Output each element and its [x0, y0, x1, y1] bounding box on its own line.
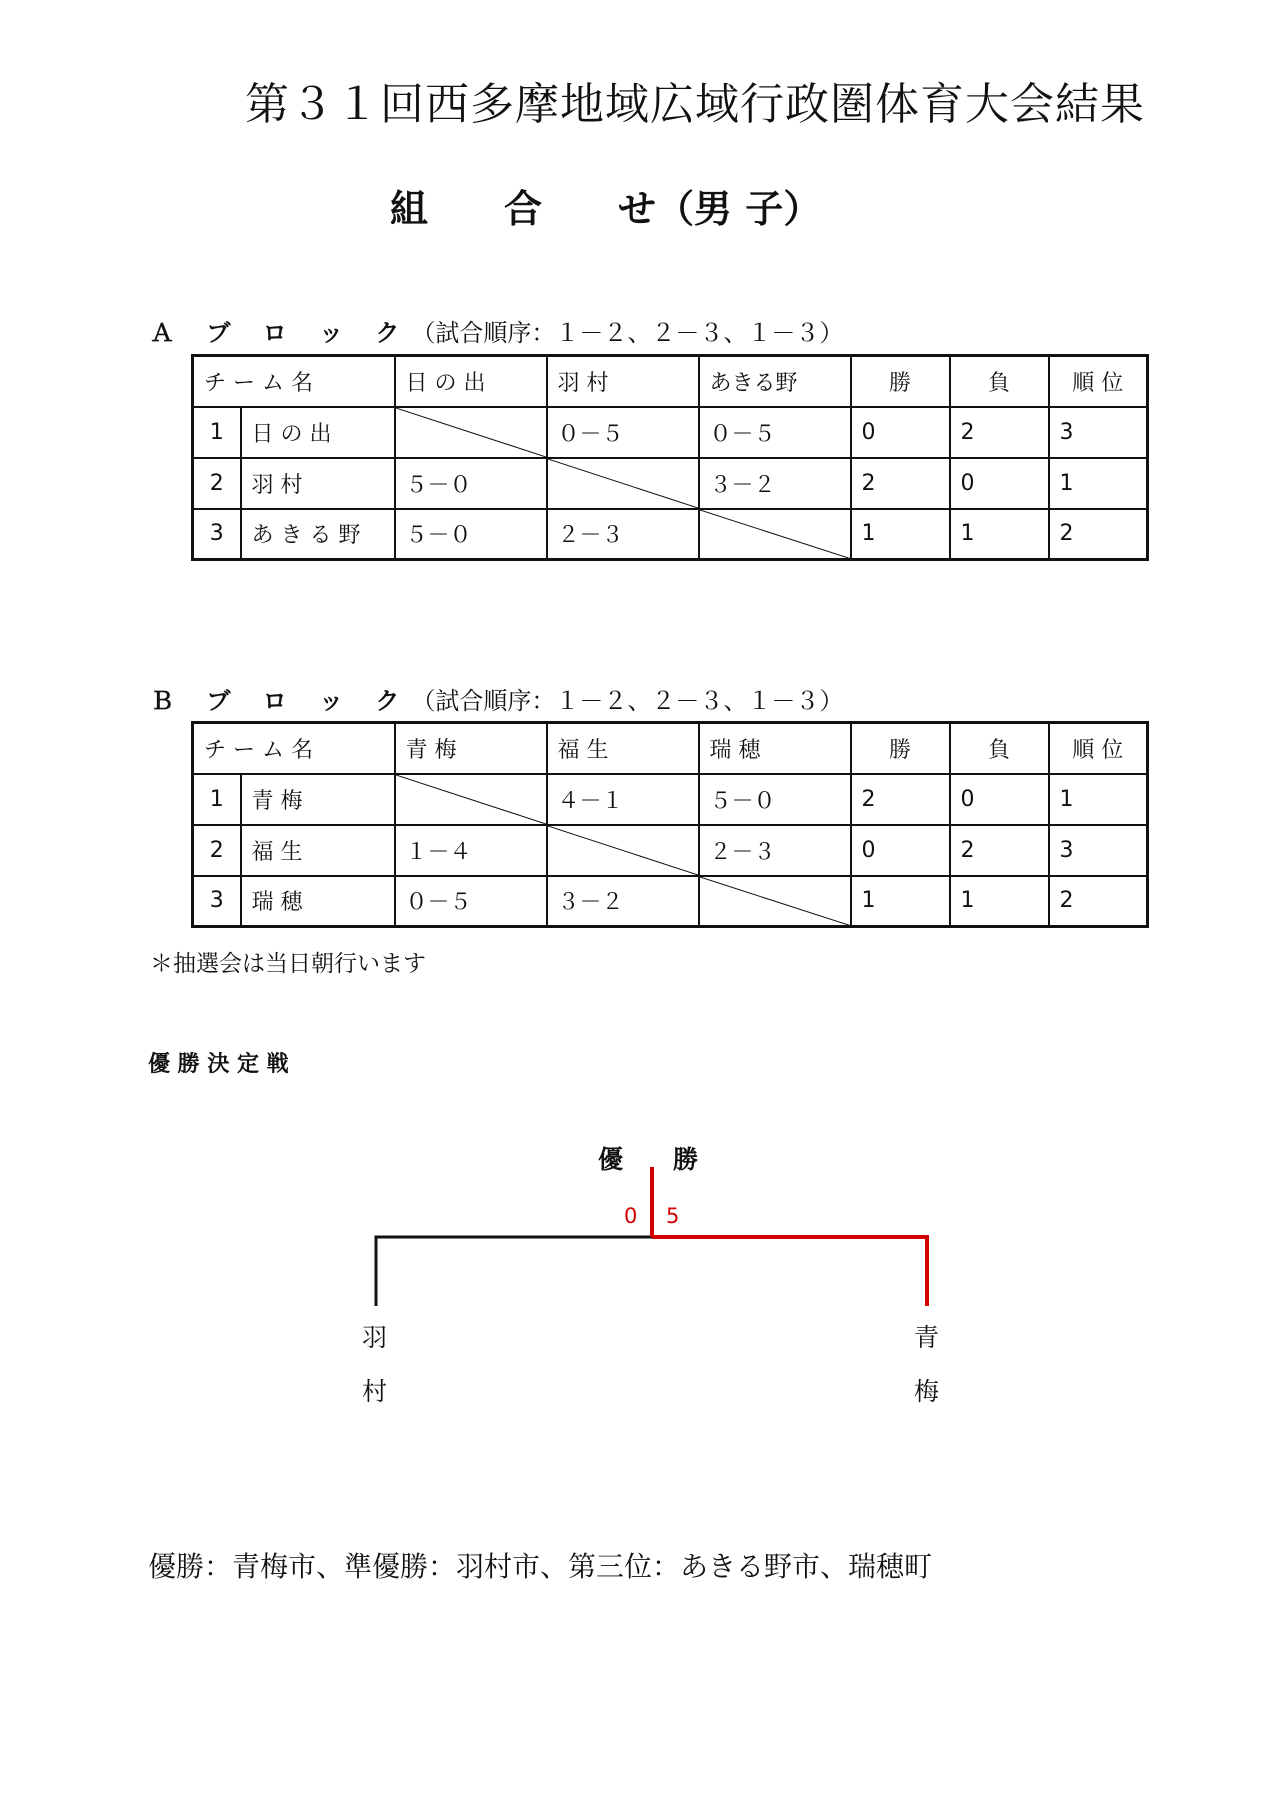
loss-count: 0: [950, 458, 1049, 509]
score-cell: ４－１: [547, 774, 699, 825]
final-heading: 優 勝 決 定 戦: [148, 1052, 289, 1077]
win-count: 1: [851, 876, 950, 927]
rank-value: 1: [1049, 458, 1148, 509]
win-count: 1: [851, 509, 950, 560]
row-team: あ き る 野: [241, 509, 395, 560]
header-opponent-1: 日 の 出: [395, 356, 547, 407]
win-count: 0: [851, 825, 950, 876]
lottery-note: ＊抽選会は当日朝行います: [150, 951, 426, 977]
left-team-top: 羽: [362, 1323, 388, 1352]
score-cell: ２－３: [699, 825, 851, 876]
score-cell: ２－３: [547, 509, 699, 560]
rank-value: 3: [1049, 407, 1148, 458]
score-cell: ５－０: [395, 509, 547, 560]
header-opponent-1: 青 梅: [395, 723, 547, 774]
row-team: 福 生: [241, 825, 395, 876]
row-number: 2: [193, 458, 241, 509]
left-score: 0: [624, 1204, 638, 1228]
header-opponent-3: あきる野: [699, 356, 851, 407]
loss-count: 2: [950, 407, 1049, 458]
row-team: 青 梅: [241, 774, 395, 825]
score-cell: ５－０: [395, 458, 547, 509]
score-cell: １－４: [395, 825, 547, 876]
bracket-line-left: [376, 1237, 652, 1306]
page-title: 第３１回西多摩地域広域行政圏体育大会結果: [245, 79, 1145, 130]
loss-count: 1: [950, 509, 1049, 560]
right-team-top: 青: [914, 1323, 940, 1352]
win-count: 2: [851, 774, 950, 825]
final-summary: 優勝：青梅市、準優勝：羽村市、第三位：あきる野市、瑞穂町: [148, 1550, 933, 1583]
block-a-label: Ａ ブ ロ ッ ク: [150, 319, 412, 347]
score-cell: ３－２: [547, 876, 699, 927]
block-b-order: （試合順序：１－２、２－３、１－３）: [411, 687, 844, 715]
header-win: 勝: [851, 356, 950, 407]
score-cell: ０－５: [699, 407, 851, 458]
block-b-label: Ｂ ブ ロ ッ ク: [150, 687, 412, 715]
row-team: 羽 村: [241, 458, 395, 509]
rank-value: 2: [1049, 876, 1148, 927]
row-number: 2: [193, 825, 241, 876]
row-team: 瑞 穂: [241, 876, 395, 927]
score-cell: ０－５: [547, 407, 699, 458]
right-score: 5: [666, 1204, 680, 1228]
score-cell: ５－０: [699, 774, 851, 825]
win-count: 0: [851, 407, 950, 458]
rank-value: 3: [1049, 825, 1148, 876]
header-rank: 順 位: [1049, 356, 1148, 407]
page-subtitle: 組 合 せ（男 子）: [390, 187, 822, 231]
block-a-order: （試合順序：１－２、２－３、１－３）: [411, 319, 844, 347]
rank-value: 1: [1049, 774, 1148, 825]
loss-count: 0: [950, 774, 1049, 825]
header-team-name: チ ー ム 名: [193, 723, 395, 774]
header-rank: 順 位: [1049, 723, 1148, 774]
row-team: 日 の 出: [241, 407, 395, 458]
header-opponent-2: 福 生: [547, 723, 699, 774]
header-team-name: チ ー ム 名: [193, 356, 395, 407]
header-opponent-3: 瑞 穂: [699, 723, 851, 774]
row-number: 3: [193, 509, 241, 560]
header-loss: 負: [950, 723, 1049, 774]
winner-label: 優 勝: [598, 1145, 699, 1174]
row-number: 3: [193, 876, 241, 927]
score-cell: ０－５: [395, 876, 547, 927]
left-team-bottom: 村: [362, 1377, 388, 1406]
row-number: 1: [193, 774, 241, 825]
header-win: 勝: [851, 723, 950, 774]
header-loss: 負: [950, 356, 1049, 407]
win-count: 2: [851, 458, 950, 509]
right-team-bottom: 梅: [914, 1377, 940, 1406]
bracket-line-right-winner: [652, 1237, 927, 1306]
header-opponent-2: 羽 村: [547, 356, 699, 407]
score-cell: ３－２: [699, 458, 851, 509]
loss-count: 2: [950, 825, 1049, 876]
row-number: 1: [193, 407, 241, 458]
loss-count: 1: [950, 876, 1049, 927]
rank-value: 2: [1049, 509, 1148, 560]
